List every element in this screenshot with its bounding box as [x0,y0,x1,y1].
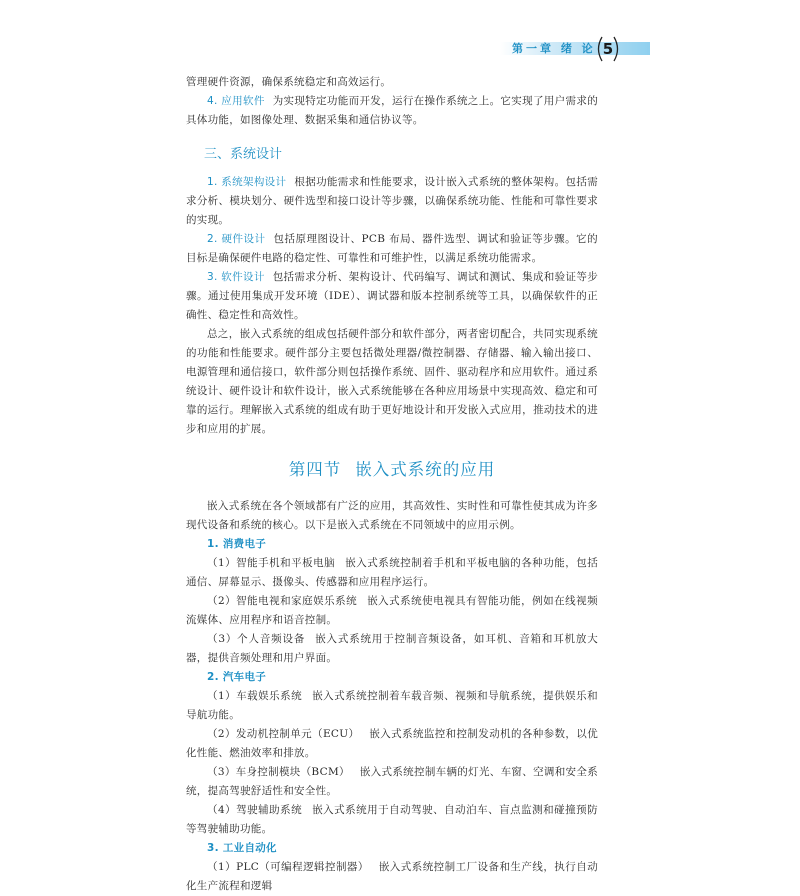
item-label: 1. 系统架构设计 [207,176,287,188]
item-text: 根据功能需求和性能要求，设计嵌入式系统的整体架构。包括需求分析、模块划分、硬件选型和接口设计等步骤，以确保系统功能、性能和可靠性要求的实现。 [186,176,598,226]
item-label: （4）驾驶辅助系统 [207,804,303,816]
item-label: （2）发动机控制单元（ECU） [207,728,360,740]
item-text: 嵌入式系统用于自动驾驶、自动泊车、盲点监测和碰撞预防等驾驶辅助功能。 [186,804,598,835]
item-text: 为实现特定功能而开发，运行在操作系统之上。它实现了用户需求的具体功能，如图像处理、数据采集和通信协议等。 [186,95,598,126]
item-text: 嵌入式系统控制着手机和平板电脑的各种功能，包括通信、屏幕显示、摄像头、传感器和应用程序运行。 [186,557,598,588]
list-item [186,630,598,668]
item-text: 包括原理图设计、PCB 布局、器件选型、调试和验证等步骤。它的目标是确保硬件电路的稳定性、可靠性和可维护性，以满足系统功能需求。 [186,233,598,264]
applications-intro: 嵌入式系统在各个领域都有广泛的应用，其高效性、实时性和可靠性使其成为许多现代设备和系统的核心。以下是嵌入式系统在不同领域中的应用示例。 [186,500,598,531]
item-text: 嵌入式系统控制车辆的灯光、车窗、空调和安全系统，提高驾驶舒适性和安全性。 [186,766,598,797]
section-name: 嵌入式系统的应用 [355,460,496,479]
design-item-software [186,268,598,325]
item-text: 嵌入式系统使电视具有智能功能，例如在线视频流媒体、应用程序和语音控制。 [186,595,598,626]
summary-paragraph: 总之，嵌入式系统的组成包括硬件部分和软件部分，两者密切配合，共同实现系统的功能和性能要求。硬件部分主要包括微处理器/微控制器、存储器、输入输出接口、电源管理和通信接口，软件部分则包括操作系统、固件、驱动程序和应用软件。通过系统设计、硬件设计和软件设计，嵌入式系统能够在各种应用场景中实现高效、稳定和可靠的运行。理解嵌入式系统的组成有助于更好地设计和开发嵌入式应用，推动技术的进步和应用的扩展。 [186,328,598,435]
list-item [186,725,598,763]
list-item [186,801,598,839]
section-title [186,456,598,480]
list-item [186,763,598,801]
item-label: 4. 应用软件 [207,95,265,107]
intro-paragraph-2 [186,92,598,130]
item-text: 嵌入式系统监控和控制发动机的各种参数，以优化性能、燃油效率和排放。 [186,728,598,759]
item-label: （3）个人音频设备 [207,633,306,645]
item-text: 包括需求分析、架构设计、代码编写、调试和测试、集成和验证等步骤。通过使用集成开发环境（IDE）、调试器和版本控制系统等工具，以确保软件的正确性、稳定性和高效性。 [186,271,598,321]
item-label: （3）车身控制模块（BCM） [207,766,350,778]
item-label: （1）车载娱乐系统 [207,690,303,702]
item-text: 嵌入式系统用于控制音频设备，如耳机、音箱和耳机放大器，提供音频处理和用户界面。 [186,633,598,664]
group-heading-automotive: 2. 汽车电子 [207,671,267,683]
page-number: 5 [602,40,614,58]
item-label: 2. 硬件设计 [207,233,266,245]
item-label: （1）PLC（可编程逻辑控制器） [207,861,369,873]
list-item [186,592,598,630]
list-item [186,554,598,592]
item-label: （1）智能手机和平板电脑 [207,557,336,569]
group-heading-consumer: 1. 消费电子 [207,538,267,550]
running-header-chapter: 第一章 绪 论 [512,42,596,55]
design-item-hardware [186,230,598,268]
subsection-title-system-design: 三、系统设计 [204,147,283,162]
item-label: （2）智能电视和家庭娱乐系统 [207,595,358,607]
design-item-architecture [186,173,598,230]
item-text: 嵌入式系统控制着车载音频、视频和导航系统，提供娱乐和导航功能。 [186,690,598,721]
page-body [186,73,598,896]
item-text: 嵌入式系统控制工厂设备和生产线，执行自动化生产流程和逻辑 [186,861,598,892]
list-item [186,687,598,725]
section-number: 第四节 [288,460,342,479]
intro-paragraph-1: 管理硬件资源，确保系统稳定和高效运行。 [186,76,392,88]
group-heading-industrial: 3. 工业自动化 [207,842,277,854]
page-number-badge [593,34,623,64]
list-item [186,858,598,896]
item-label: 3. 软件设计 [207,271,265,283]
